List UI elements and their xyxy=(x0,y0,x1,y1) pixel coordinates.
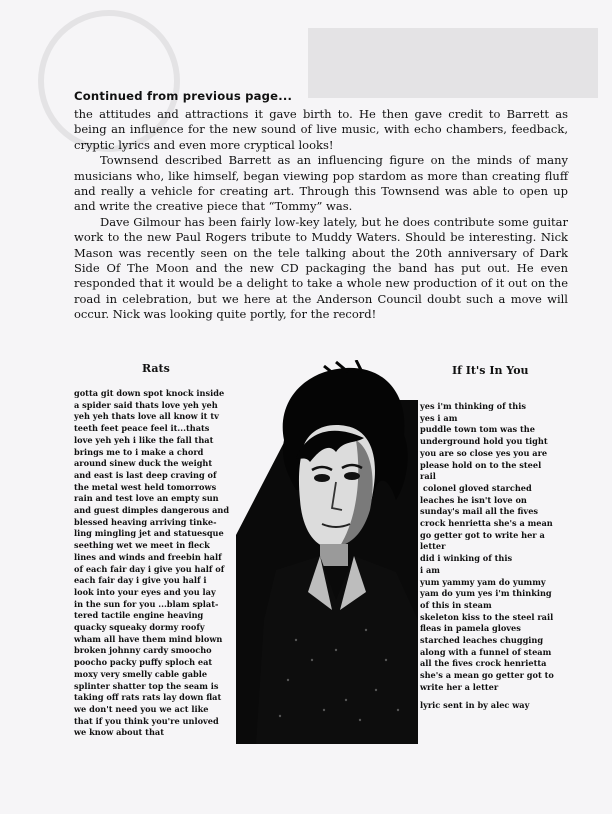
poem-left-text: gotta git down spot knock inside a spider said thats love yeh yeh yeh yeh thats love all know it tv teeth feet peace feel it...thats love yeh yeh i like the fall that brings me to i make a chord around sinew duck the weight and east is last deep craving of the metal west held tomorrows rain and test love an empty sun and guest dimples dangerous and blessed heaving arriving tinke- ling mingling jet and statuesque seething wet we meet in fleck lines and winds and freebin half of each fair day i give you half of each fair day i give you half i look into your eyes and you lay in the sun for you ...blam splat- tered tactile engine heaving quacky squeaky dormy roofy wham all have them mind blown broken johnny cardy smoocho poocho packy puffy sploch eat moxy very smelly cable gable splinter shatter top the seam is taking off rats rats lay down flat we don't need you we act like that if you think you're unloved we know about that xyxy=(74,388,230,738)
portrait-image xyxy=(236,360,418,744)
article-body xyxy=(74,107,568,323)
continued-heading: Continued from previous page... xyxy=(74,89,293,103)
article-paragraph: Dave Gilmour has been fairly low-key lately, but he does contribute some guitar work to the new Paul Rogers tribute to Muddy Waters. Should be interesting. Nick Mason was recently seen on the tele talking about the 20th anniversary of Dark Side Of The Moon and the new CD packaging the band has put out. He even responded that it would be a delight to take a whole new production of it out on the road in celebration, but we here at the Anderson Council doubt such a move will occur. Nick was looking quite portly, for the record! xyxy=(74,214,568,322)
article-paragraph: Townsend described Barrett as an influencing figure on the minds of many musicians who, like himself, began viewing pop stardom as more than creating fluff and really a vehicle for creating art. Through this Townsend was able to open up and write the creative piece that “Tommy” was. xyxy=(74,153,568,214)
poem-left-title: Rats xyxy=(142,362,170,375)
poem-right-text: yes i'm thinking of this yes i am puddle town tom was the underground hold you tight you are so close yes you are please hold on to the steel rail colonel gloved starched leaches he isn't love on sunday's mail all the fives crock henrietta she's a mean go getter got to write her a letter did i winking of this i am yum yammy yam do yummy yam do yum yes i'm thinking of this in steam skeleton kiss to the steel rail fleas in pamela gloves starched leaches chugging along with a funnel of steam all the fives crock henrietta she's a mean go getter got to write her a letter xyxy=(420,401,554,692)
poem-right-title: If It's In You xyxy=(452,364,529,377)
lyric-credit: lyric sent in by alec way xyxy=(420,700,530,710)
article-paragraph: the attitudes and attractions it gave birth to. He then gave credit to Barrett as being an influence for the new sound of live music, with echo chambers, feedback, cryptic lyrics and even more cryptical looks! xyxy=(74,107,568,152)
musician-photo xyxy=(236,360,418,744)
